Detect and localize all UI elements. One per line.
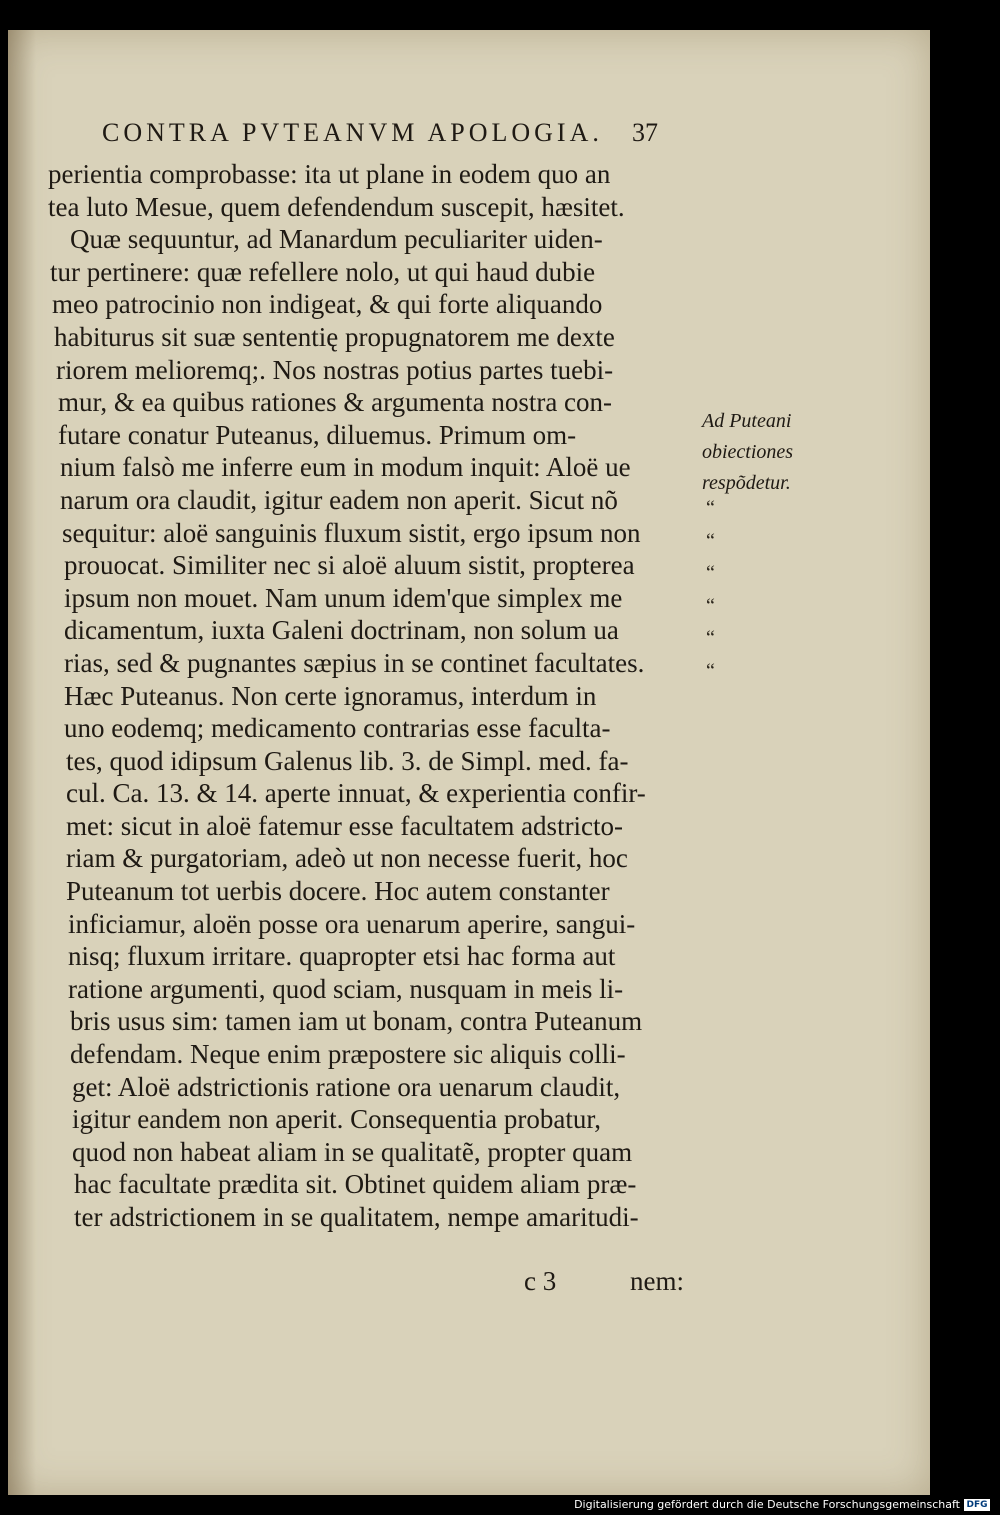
- text-line: quod non habeat aliam in se qualitatẽ, propter quam: [72, 1136, 633, 1167]
- text-line: meo patrocinio non indigeat, & qui forte aliquando: [52, 289, 603, 320]
- quote-mark: “: [706, 659, 715, 682]
- text-line: nisq; fluxum irritare. quapropter etsi hac forma aut: [68, 941, 616, 972]
- text-line: mur, & ea quibus rationes & argumenta nostra con-: [58, 387, 613, 418]
- text-line: tes, quod idipsum Galenus lib. 3. de Simpl. med. fa-: [66, 745, 629, 776]
- text-line: riam & purgatoriam, adeò ut non necesse fuerit, hoc: [66, 843, 628, 874]
- text-line: ipsum non mouet. Nam unum idem'que simplex me: [64, 582, 623, 613]
- text-line: tur pertinere: quæ refellere nolo, ut qui haud dubie: [50, 256, 596, 287]
- text-line: narum ora claudit, igitur eadem non aperit. Sicut nõ: [60, 484, 618, 515]
- text-line: hac facultate prædita sit. Obtinet quidem aliam præ-: [74, 1169, 637, 1200]
- book-page: [8, 30, 930, 1495]
- text-line: ter adstrictionem in se qualitatem, nempe amaritudi-: [74, 1202, 639, 1232]
- text-line: bris usus sim: tamen iam ut bonam, contra Puteanum: [70, 1006, 643, 1037]
- quote-mark: “: [706, 562, 715, 585]
- text-line: ratione argumenti, quod sciam, nusquam in meis li-: [68, 973, 624, 1004]
- marginal-note-line: respõdetur.: [702, 472, 791, 494]
- marginal-note-line: obiectiones: [702, 441, 794, 463]
- text-line: Puteanum tot uerbis docere. Hoc autem constanter: [66, 876, 610, 907]
- text-line: dicamentum, iuxta Galeni doctrinam, non solum ua: [64, 615, 619, 646]
- digitization-credit: [574, 1498, 990, 1511]
- text-line: cul. Ca. 13. & 14. aperte innuat, & experientia confir-: [66, 778, 646, 809]
- text-line: riorem melioremq;. Nos nostras potius partes tuebi-: [56, 354, 614, 385]
- text-line: sequitur: aloë sanguinis fluxum sistit, ergo ipsum non: [62, 517, 641, 548]
- text-line: inficiamur, aloën posse ora uenarum aperire, sangui-: [68, 908, 636, 939]
- text-line: uno eodemq; medicamento contrarias esse faculta-: [64, 713, 611, 744]
- text-line: nium falsò me inferre eum in modum inquit: Aloë ue: [60, 452, 631, 483]
- main-text: [48, 158, 708, 1234]
- catchword: nem:: [630, 1266, 684, 1296]
- text-line: habiturus sit suæ sententię propugnatorem me dexte: [54, 321, 615, 352]
- page-number: 37: [632, 118, 658, 147]
- signature-mark: c 3: [524, 1266, 557, 1296]
- text-line: met: sicut in aloë fatemur esse facultatem adstricto-: [66, 810, 624, 841]
- running-title: CONTRA PVTEANVM APOLOGIA.: [102, 118, 603, 147]
- quote-mark: “: [706, 529, 715, 552]
- text-line: futare conatur Puteanus, diluemus. Primum om-: [58, 419, 577, 450]
- text-line: igitur eandem non aperit. Consequentia probatur,: [72, 1104, 602, 1135]
- marginal-quote-marks: [706, 492, 736, 688]
- marginal-note-line: Ad Puteani: [702, 410, 792, 432]
- text-line: Quæ sequuntur, ad Manardum peculiariter uiden-: [70, 224, 603, 255]
- text-line: get: Aloë adstrictionis ratione ora uenarum claudit,: [72, 1071, 621, 1102]
- text-line: prouocat. Similiter nec si aloë aluum sistit, propterea: [64, 550, 635, 581]
- marginal-note: [702, 406, 852, 499]
- text-line: defendam. Neque enim præpostere sic aliquis colli-: [70, 1039, 626, 1070]
- text-line: rias, sed & pugnantes sæpius in se continet facultates.: [64, 647, 645, 678]
- credit-text: Digitalisierung gefördert durch die Deutsche Forschungsgemeinschaft: [574, 1498, 960, 1511]
- text-line: perientia comprobasse: ita ut plane in eodem quo an: [48, 159, 611, 189]
- quote-mark: “: [706, 627, 715, 650]
- text-line: tea luto Mesue, quem defendendum suscepit, hæsitet.: [48, 191, 625, 222]
- dfg-logo: DFG: [964, 1499, 990, 1511]
- quote-mark: “: [706, 497, 715, 519]
- text-line: Hæc Puteanus. Non certe ignoramus, interdum in: [64, 680, 597, 711]
- quote-mark: “: [706, 594, 715, 617]
- running-head: [102, 118, 702, 148]
